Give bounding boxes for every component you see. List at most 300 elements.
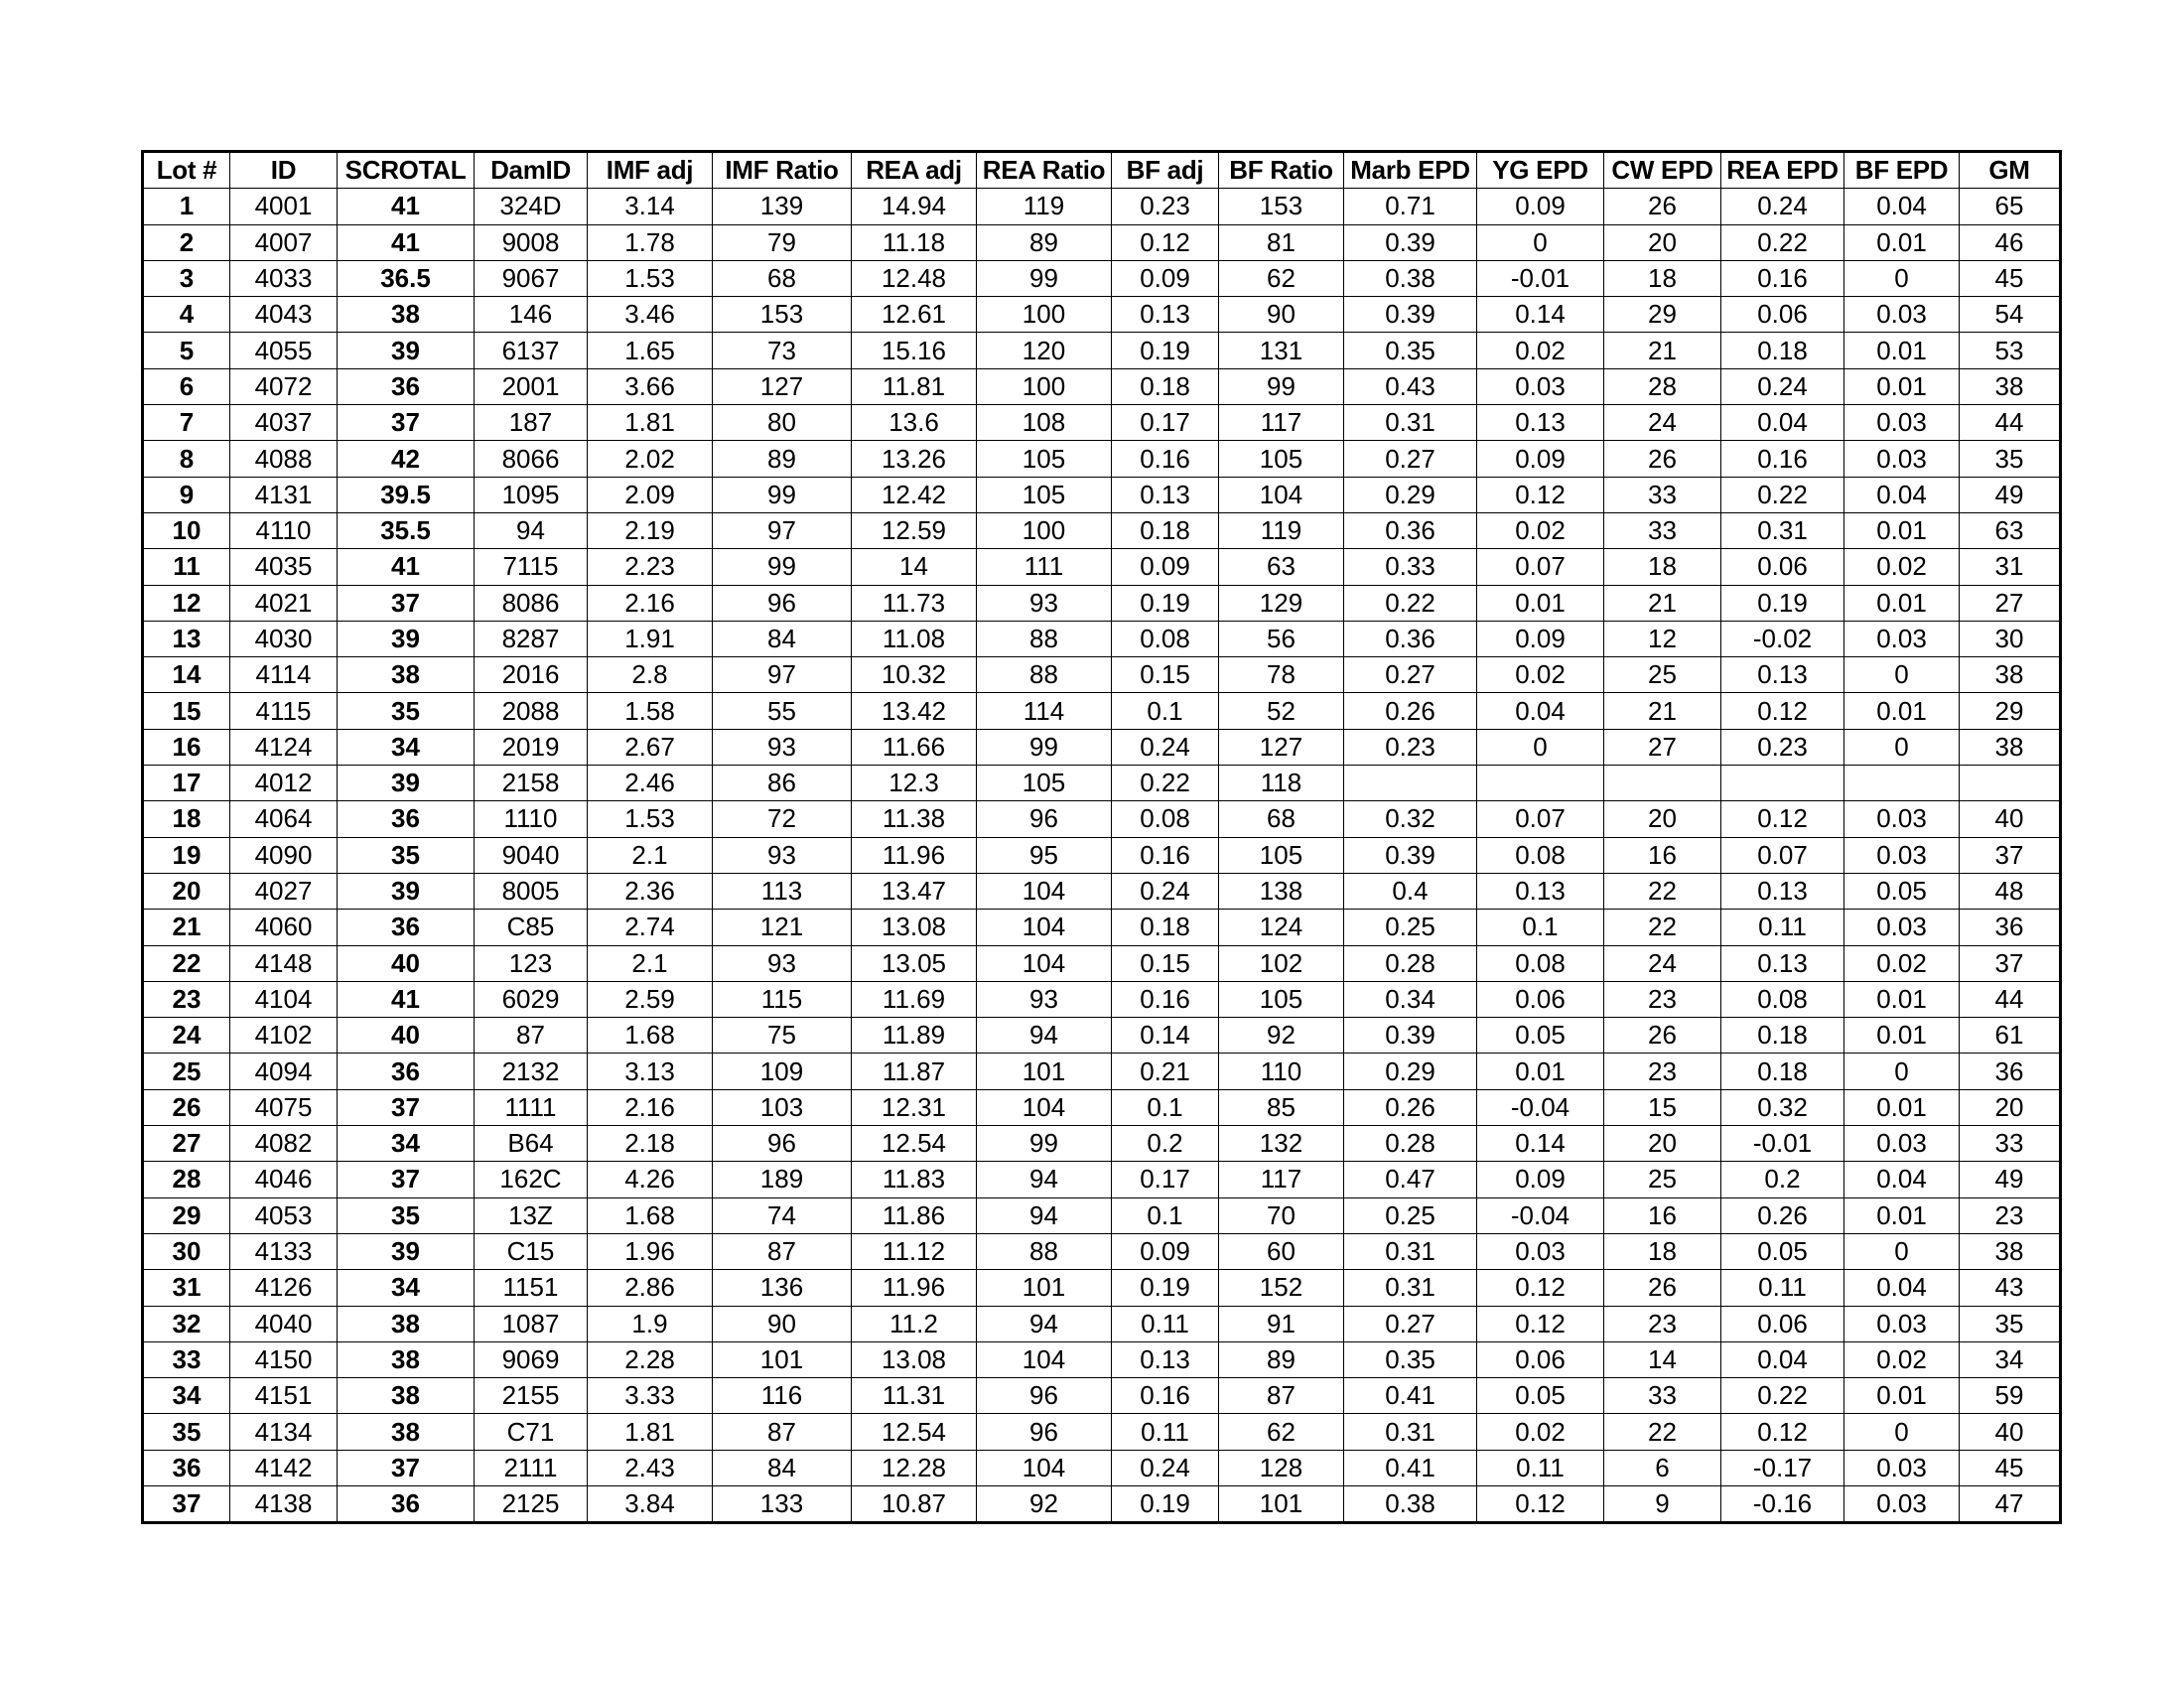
- table-cell: 2016: [475, 657, 588, 693]
- table-cell: 0.21: [1112, 1054, 1219, 1089]
- table-cell: 0.07: [1477, 549, 1604, 585]
- table-cell: 29: [1604, 297, 1721, 333]
- table-cell: 26: [1604, 441, 1721, 477]
- table-cell: 9069: [475, 1341, 588, 1377]
- table-cell: 0: [1477, 729, 1604, 765]
- table-cell: 138: [1219, 873, 1344, 909]
- table-cell: 38: [338, 1378, 475, 1414]
- table-cell: 93: [713, 729, 852, 765]
- table-cell: 11.96: [852, 837, 977, 873]
- table-cell: 14: [852, 549, 977, 585]
- table-cell: 96: [713, 1126, 852, 1162]
- table-cell: 104: [1219, 477, 1344, 512]
- table-cell: 109: [713, 1054, 852, 1089]
- table-cell: 39: [338, 333, 475, 368]
- table-cell: 1095: [475, 477, 588, 512]
- table-cell: 11.73: [852, 585, 977, 621]
- table-cell: 119: [1219, 512, 1344, 548]
- table-cell: 4126: [230, 1270, 338, 1306]
- table-cell: 8: [143, 441, 230, 477]
- table-cell: 4142: [230, 1450, 338, 1485]
- table-cell: 100: [977, 297, 1112, 333]
- table-cell: 8287: [475, 621, 588, 656]
- table-cell: 49: [1960, 477, 2061, 512]
- table-cell: 0.24: [1112, 729, 1219, 765]
- table-cell: 0.05: [1844, 873, 1960, 909]
- table-cell: 0.24: [1721, 368, 1844, 404]
- table-row: [143, 1018, 2061, 1054]
- table-cell: -0.01: [1721, 1126, 1844, 1162]
- table-cell: 11.18: [852, 224, 977, 260]
- table-cell: 36: [1960, 1054, 2061, 1089]
- table-cell: 4115: [230, 693, 338, 729]
- table-cell: 0.19: [1112, 1270, 1219, 1306]
- table-cell: 21: [143, 910, 230, 945]
- table-cell: 129: [1219, 585, 1344, 621]
- table-cell: 40: [1960, 1414, 2061, 1450]
- table-cell: 2155: [475, 1378, 588, 1414]
- table-cell: 38: [338, 297, 475, 333]
- table-cell: 21: [1604, 585, 1721, 621]
- table-cell: 0.01: [1477, 585, 1604, 621]
- table-cell: -0.01: [1477, 260, 1604, 296]
- table-cell: 4046: [230, 1162, 338, 1197]
- table-cell: 146: [475, 297, 588, 333]
- table-cell: 117: [1219, 1162, 1344, 1197]
- table-cell: 0.01: [1844, 1089, 1960, 1125]
- table-cell: 0.2: [1112, 1126, 1219, 1162]
- header-imf-ratio: IMF Ratio: [713, 152, 852, 189]
- table-row: [143, 766, 2061, 801]
- table-cell: 0.19: [1112, 1485, 1219, 1522]
- table-cell: 41: [338, 189, 475, 224]
- table-cell: 34: [338, 729, 475, 765]
- table-cell: 0.31: [1344, 405, 1477, 441]
- table-cell: 0.27: [1344, 441, 1477, 477]
- table-cell: 4.26: [588, 1162, 713, 1197]
- table-cell: 38: [338, 1341, 475, 1377]
- table-cell: 11.12: [852, 1233, 977, 1269]
- table-cell: 0.08: [1112, 801, 1219, 837]
- table-cell: 12.3: [852, 766, 977, 801]
- table-cell: 34: [1960, 1341, 2061, 1377]
- table-cell: 88: [977, 621, 1112, 656]
- table-cell: 0.03: [1844, 621, 1960, 656]
- table-cell: 117: [1219, 405, 1344, 441]
- table-cell: 7115: [475, 549, 588, 585]
- cattle-data-table: [141, 150, 2062, 1524]
- table-cell: 4138: [230, 1485, 338, 1522]
- table-cell: 23: [1604, 1054, 1721, 1089]
- table-cell: 6137: [475, 333, 588, 368]
- table-cell: 4134: [230, 1414, 338, 1450]
- table-cell: 39: [338, 1233, 475, 1269]
- table-cell: 45: [1960, 260, 2061, 296]
- table-cell: 37: [1960, 945, 2061, 981]
- table-cell: 0.03: [1844, 837, 1960, 873]
- table-cell: 324D: [475, 189, 588, 224]
- table-cell: 18: [1604, 549, 1721, 585]
- table-cell: 0.12: [1112, 224, 1219, 260]
- table-cell: 0.06: [1721, 549, 1844, 585]
- table-cell: 0.09: [1477, 189, 1604, 224]
- table-cell: 0.12: [1477, 1270, 1604, 1306]
- table-cell: 33: [1604, 512, 1721, 548]
- table-cell: 0.12: [1477, 477, 1604, 512]
- table-row: [143, 801, 2061, 837]
- table-cell: 0.05: [1477, 1018, 1604, 1054]
- table-row: [143, 1450, 2061, 1485]
- table-cell: 0.12: [1721, 693, 1844, 729]
- table-cell: 91: [1219, 1306, 1344, 1341]
- table-cell: 0.01: [1844, 224, 1960, 260]
- table-cell: 15.16: [852, 333, 977, 368]
- table-cell: 26: [1604, 1018, 1721, 1054]
- table-cell: 14.94: [852, 189, 977, 224]
- table-cell: 116: [713, 1378, 852, 1414]
- header-gm: GM: [1960, 152, 2061, 189]
- table-cell: 33: [1604, 477, 1721, 512]
- table-cell: 1.78: [588, 224, 713, 260]
- table-cell: 39.5: [338, 477, 475, 512]
- table-cell: C15: [475, 1233, 588, 1269]
- table-cell: 0.16: [1721, 441, 1844, 477]
- table-cell: 97: [713, 657, 852, 693]
- table-cell: 0: [1844, 1054, 1960, 1089]
- table-cell: 152: [1219, 1270, 1344, 1306]
- table-cell: 0.13: [1721, 657, 1844, 693]
- table-cell: 35: [338, 837, 475, 873]
- table-cell: 0.1: [1112, 693, 1219, 729]
- table-cell: 41: [338, 549, 475, 585]
- table-cell: 38: [1960, 368, 2061, 404]
- table-cell: 11: [143, 549, 230, 585]
- table-cell: 0.13: [1112, 297, 1219, 333]
- table-cell: 0.29: [1344, 1054, 1477, 1089]
- table-cell: 22: [1604, 1414, 1721, 1450]
- table-cell: 124: [1219, 910, 1344, 945]
- table-cell: 131: [1219, 333, 1344, 368]
- table-cell: 1.9: [588, 1306, 713, 1341]
- table-cell: 8086: [475, 585, 588, 621]
- table-cell: 16: [143, 729, 230, 765]
- table-cell: 25: [1604, 1162, 1721, 1197]
- table-row: [143, 1414, 2061, 1450]
- table-cell: 0.41: [1344, 1450, 1477, 1485]
- table-cell: 0.11: [1112, 1306, 1219, 1341]
- table-cell: 12: [143, 585, 230, 621]
- table-cell: 87: [713, 1414, 852, 1450]
- table-cell: 4007: [230, 224, 338, 260]
- table-cell: 0.03: [1844, 1450, 1960, 1485]
- table-cell: 6: [143, 368, 230, 404]
- table-cell: 9: [1604, 1485, 1721, 1522]
- table-cell: 30: [143, 1233, 230, 1269]
- table-cell: 26: [1604, 1270, 1721, 1306]
- table-cell: 62: [1219, 1414, 1344, 1450]
- table-cell: 0.09: [1477, 441, 1604, 477]
- table-cell: 4053: [230, 1197, 338, 1233]
- table-cell: 0.16: [1112, 1378, 1219, 1414]
- table-cell: 12.54: [852, 1414, 977, 1450]
- table-cell: 0.02: [1844, 549, 1960, 585]
- table-cell: 0.03: [1844, 441, 1960, 477]
- table-cell: 4102: [230, 1018, 338, 1054]
- table-cell: 0.02: [1844, 945, 1960, 981]
- table-cell: 0.23: [1721, 729, 1844, 765]
- table-cell: 0.04: [1721, 405, 1844, 441]
- table-cell: 0.04: [1844, 1270, 1960, 1306]
- table-cell: 0.34: [1344, 981, 1477, 1017]
- table-cell: 103: [713, 1089, 852, 1125]
- table-cell: 94: [977, 1197, 1112, 1233]
- table-cell: 0.01: [1844, 1197, 1960, 1233]
- table-cell: -0.16: [1721, 1485, 1844, 1522]
- table-cell: 0.2: [1721, 1162, 1844, 1197]
- table-cell: 37: [338, 1162, 475, 1197]
- table-cell: 31: [1960, 549, 2061, 585]
- table-cell: 79: [713, 224, 852, 260]
- table-cell: 11.89: [852, 1018, 977, 1054]
- table-cell: 2125: [475, 1485, 588, 1522]
- table-cell: 10: [143, 512, 230, 548]
- table-cell: 38: [338, 657, 475, 693]
- table-cell: 0.14: [1477, 1126, 1604, 1162]
- table-cell: 0.13: [1112, 477, 1219, 512]
- table-cell: 0.4: [1344, 873, 1477, 909]
- table-cell: 10.32: [852, 657, 977, 693]
- table-row: [143, 368, 2061, 404]
- table-cell: 81: [1219, 224, 1344, 260]
- table-cell: 13.08: [852, 1341, 977, 1377]
- table-row: [143, 585, 2061, 621]
- table-cell: 4043: [230, 297, 338, 333]
- table-cell: 0.29: [1344, 477, 1477, 512]
- table-cell: 18: [1604, 260, 1721, 296]
- table-cell: 0.17: [1112, 405, 1219, 441]
- table-cell: 0.01: [1844, 333, 1960, 368]
- table-cell: 37: [338, 1089, 475, 1125]
- table-cell: 1.53: [588, 801, 713, 837]
- table-cell: 0.03: [1844, 1485, 1960, 1522]
- table-cell: 0.04: [1844, 189, 1960, 224]
- table-cell: 18: [1604, 1233, 1721, 1269]
- table-cell: 0.01: [1477, 1054, 1604, 1089]
- table-cell: 96: [713, 585, 852, 621]
- table-cell: 101: [713, 1341, 852, 1377]
- table-cell: 105: [977, 766, 1112, 801]
- table-cell: 121: [713, 910, 852, 945]
- table-cell: 0.22: [1112, 766, 1219, 801]
- table-cell: 3.33: [588, 1378, 713, 1414]
- table-cell: 0.36: [1344, 512, 1477, 548]
- table-row: [143, 873, 2061, 909]
- table-cell: 123: [475, 945, 588, 981]
- table-cell: 0.06: [1721, 297, 1844, 333]
- table-cell: 0.02: [1477, 1414, 1604, 1450]
- table-cell: 9067: [475, 260, 588, 296]
- table-cell: 4150: [230, 1341, 338, 1377]
- table-cell: 55: [713, 693, 852, 729]
- table-cell: 0.09: [1112, 1233, 1219, 1269]
- table-cell: 13.6: [852, 405, 977, 441]
- table-cell: 36: [338, 1054, 475, 1089]
- table-cell: 73: [713, 333, 852, 368]
- table-cell: 45: [1960, 1450, 2061, 1485]
- header-bf-epd: BF EPD: [1844, 152, 1960, 189]
- table-cell: 187: [475, 405, 588, 441]
- table-cell: 36: [1960, 910, 2061, 945]
- table-cell: 153: [713, 297, 852, 333]
- header-rea-ratio: REA Ratio: [977, 152, 1112, 189]
- table-cell: 13.08: [852, 910, 977, 945]
- table-cell: 68: [1219, 801, 1344, 837]
- table-cell: 33: [1604, 1378, 1721, 1414]
- table-cell: 0.03: [1844, 297, 1960, 333]
- table-row: [143, 1162, 2061, 1197]
- table-cell: 1.68: [588, 1197, 713, 1233]
- table-cell: 60: [1219, 1233, 1344, 1269]
- table-cell: 0.02: [1477, 333, 1604, 368]
- table-cell: [1844, 766, 1960, 801]
- table-cell: C71: [475, 1414, 588, 1450]
- table-cell: 84: [713, 621, 852, 656]
- table-cell: 113: [713, 873, 852, 909]
- table-cell: 2.28: [588, 1341, 713, 1377]
- table-cell: 34: [338, 1270, 475, 1306]
- table-cell: 0.32: [1721, 1089, 1844, 1125]
- table-cell: 0.15: [1112, 945, 1219, 981]
- table-cell: 70: [1219, 1197, 1344, 1233]
- table-cell: 0.39: [1344, 224, 1477, 260]
- table-cell: 36: [338, 910, 475, 945]
- table-cell: 11.83: [852, 1162, 977, 1197]
- table-cell: 35: [1960, 1306, 2061, 1341]
- table-cell: B64: [475, 1126, 588, 1162]
- table-cell: 80: [713, 405, 852, 441]
- table-cell: 94: [475, 512, 588, 548]
- table-row: [143, 693, 2061, 729]
- table-cell: 0.16: [1112, 837, 1219, 873]
- table-cell: 0.1: [1477, 910, 1604, 945]
- table-cell: 35: [1960, 441, 2061, 477]
- table-cell: 92: [1219, 1018, 1344, 1054]
- table-cell: 43: [1960, 1270, 2061, 1306]
- table-cell: 65: [1960, 189, 2061, 224]
- table-cell: C85: [475, 910, 588, 945]
- table-cell: 23: [143, 981, 230, 1017]
- table-cell: 0.13: [1112, 1341, 1219, 1377]
- table-cell: [1477, 766, 1604, 801]
- table-cell: 101: [977, 1054, 1112, 1089]
- table-cell: 53: [1960, 333, 2061, 368]
- table-cell: 0.09: [1477, 621, 1604, 656]
- table-cell: 104: [977, 1450, 1112, 1485]
- table-cell: 13: [143, 621, 230, 656]
- table-cell: 0: [1844, 1233, 1960, 1269]
- table-cell: 4133: [230, 1233, 338, 1269]
- table-cell: 11.87: [852, 1054, 977, 1089]
- table-row: [143, 512, 2061, 548]
- table-cell: 1087: [475, 1306, 588, 1341]
- table-cell: 86: [713, 766, 852, 801]
- table-cell: 1.58: [588, 693, 713, 729]
- table-cell: 101: [1219, 1485, 1344, 1522]
- table-cell: 0.14: [1112, 1018, 1219, 1054]
- table-cell: 0.16: [1112, 981, 1219, 1017]
- table-cell: 12.54: [852, 1126, 977, 1162]
- table-cell: 1: [143, 189, 230, 224]
- table-cell: 38: [1960, 657, 2061, 693]
- table-cell: 96: [977, 1414, 1112, 1450]
- table-cell: 104: [977, 1341, 1112, 1377]
- table-cell: 0.03: [1844, 910, 1960, 945]
- table-row: [143, 189, 2061, 224]
- table-cell: 93: [713, 837, 852, 873]
- table-cell: 0.11: [1721, 1270, 1844, 1306]
- table-cell: 0.16: [1721, 260, 1844, 296]
- table-cell: 32: [143, 1306, 230, 1341]
- table-cell: 93: [713, 945, 852, 981]
- table-cell: 16: [1604, 1197, 1721, 1233]
- table-row: [143, 981, 2061, 1017]
- table-cell: 38: [338, 1414, 475, 1450]
- table-cell: 0.26: [1344, 693, 1477, 729]
- table-cell: 0.32: [1344, 801, 1477, 837]
- table-cell: 0.07: [1477, 801, 1604, 837]
- table-cell: 127: [1219, 729, 1344, 765]
- table-cell: 0.08: [1721, 981, 1844, 1017]
- table-cell: 0.18: [1112, 910, 1219, 945]
- table-cell: 4151: [230, 1378, 338, 1414]
- table-cell: 0.24: [1112, 1450, 1219, 1485]
- table-cell: 0.47: [1344, 1162, 1477, 1197]
- table-cell: 38: [1960, 1233, 2061, 1269]
- table-cell: 0.33: [1344, 549, 1477, 585]
- table-cell: 19: [143, 837, 230, 873]
- table-cell: 0.13: [1721, 945, 1844, 981]
- table-cell: 10.87: [852, 1485, 977, 1522]
- header-yg-epd: YG EPD: [1477, 152, 1604, 189]
- table-cell: 20: [1960, 1089, 2061, 1125]
- table-cell: 93: [977, 981, 1112, 1017]
- header-scrotal: SCROTAL: [338, 152, 475, 189]
- table-row: [143, 297, 2061, 333]
- table-cell: 0.26: [1721, 1197, 1844, 1233]
- table-cell: 0.27: [1344, 1306, 1477, 1341]
- table-cell: 12: [1604, 621, 1721, 656]
- table-cell: 2.18: [588, 1126, 713, 1162]
- table-cell: 2.1: [588, 945, 713, 981]
- table-cell: 4088: [230, 441, 338, 477]
- table-cell: 0.03: [1844, 1306, 1960, 1341]
- table-cell: 37: [143, 1485, 230, 1522]
- table-cell: 24: [143, 1018, 230, 1054]
- table-cell: 1.68: [588, 1018, 713, 1054]
- table-cell: 0.04: [1844, 1162, 1960, 1197]
- table-cell: 0.06: [1721, 1306, 1844, 1341]
- table-cell: 1.81: [588, 1414, 713, 1450]
- table-cell: 0.02: [1477, 512, 1604, 548]
- table-cell: 4021: [230, 585, 338, 621]
- table-cell: 26: [143, 1089, 230, 1125]
- table-cell: 23: [1604, 981, 1721, 1017]
- table-cell: 25: [143, 1054, 230, 1089]
- table-cell: 40: [338, 945, 475, 981]
- table-cell: 96: [977, 1378, 1112, 1414]
- table-cell: 4060: [230, 910, 338, 945]
- table-cell: 1110: [475, 801, 588, 837]
